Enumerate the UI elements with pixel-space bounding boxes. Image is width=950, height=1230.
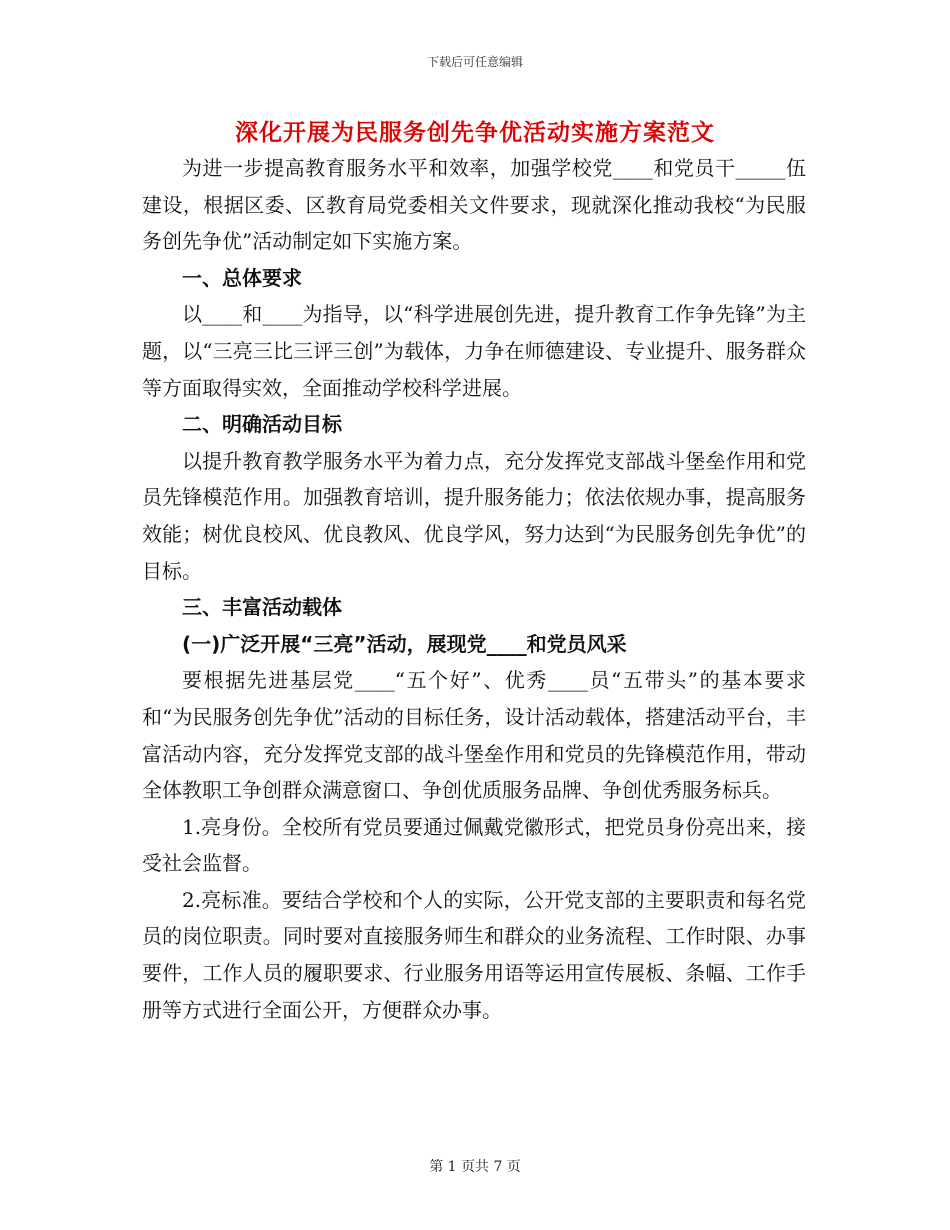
document-body (142, 150, 806, 1028)
item-paragraph-1: 1.亮身份。全校所有党员要通过佩戴党徽形式，把党员身份亮出来，接受社会监督。 (142, 814, 806, 876)
section-heading-1: 一、总体要求 (182, 265, 302, 290)
section-heading-2: 二、明确活动目标 (182, 412, 342, 437)
section-paragraph-1: 以____和____为指导，以“科学进展创先进，提升教育工作争先锋”为主题，以“三亮三比三评三创”为载体，力争在师德建设、专业提升、服务群众等方面取得实效，全面推动学校科学进展。 (142, 302, 806, 400)
section-paragraph-2: 以提升教育教学服务水平为着力点，充分发挥党支部战斗堡垒作用和党员先锋模范作用。加强教育培训，提升服务能力；依法依规办事，提高服务效能；树优良校风、优良教风、优良学风，努力达到“为民服务创先争优”的目标。 (142, 448, 806, 583)
subsection-heading-3-1: (一)广泛开展“三亮”活动，展现党____和党员风采 (182, 631, 627, 656)
document-title: 深化开展为民服务创先争优活动实施方案范文 (235, 120, 715, 146)
section-heading-3: 三、丰富活动载体 (182, 595, 342, 620)
header-note: 下载后可任意编辑 (426, 55, 523, 69)
item-paragraph-2: 2.亮标准。要结合学校和个人的实际，公开党支部的主要职责和每名党员的岗位职责。同时要对直接服务师生和群众的业务流程、工作时限、办事要件，工作人员的履职要求、行业服务用语等运用宣传展板、条幅、工作手册等方式进行全面公开，方便群众办事。 (142, 887, 806, 1022)
page-footer: 第 1 页共 7 页 (429, 1159, 521, 1175)
intro-paragraph: 为进一步提高教育服务水平和效率，加强学校党____和党员干_____伍建设，根据区委、区教育局党委相关文件要求，现就深化推动我校“为民服务创先争优”活动制定如下实施方案。 (142, 156, 806, 254)
section-paragraph-3: 要根据先进基层党____“五个好”、优秀____员“五带头”的基本要求和“为民服务创先争优”活动的目标任务，设计活动载体，搭建活动平台，丰富活动内容，充分发挥党支部的战斗堡垒作用和党员的先锋模范作用，带动全体教职工争创群众满意窗口、争创优质服务品牌、争创优秀服务标兵。 (142, 668, 806, 803)
